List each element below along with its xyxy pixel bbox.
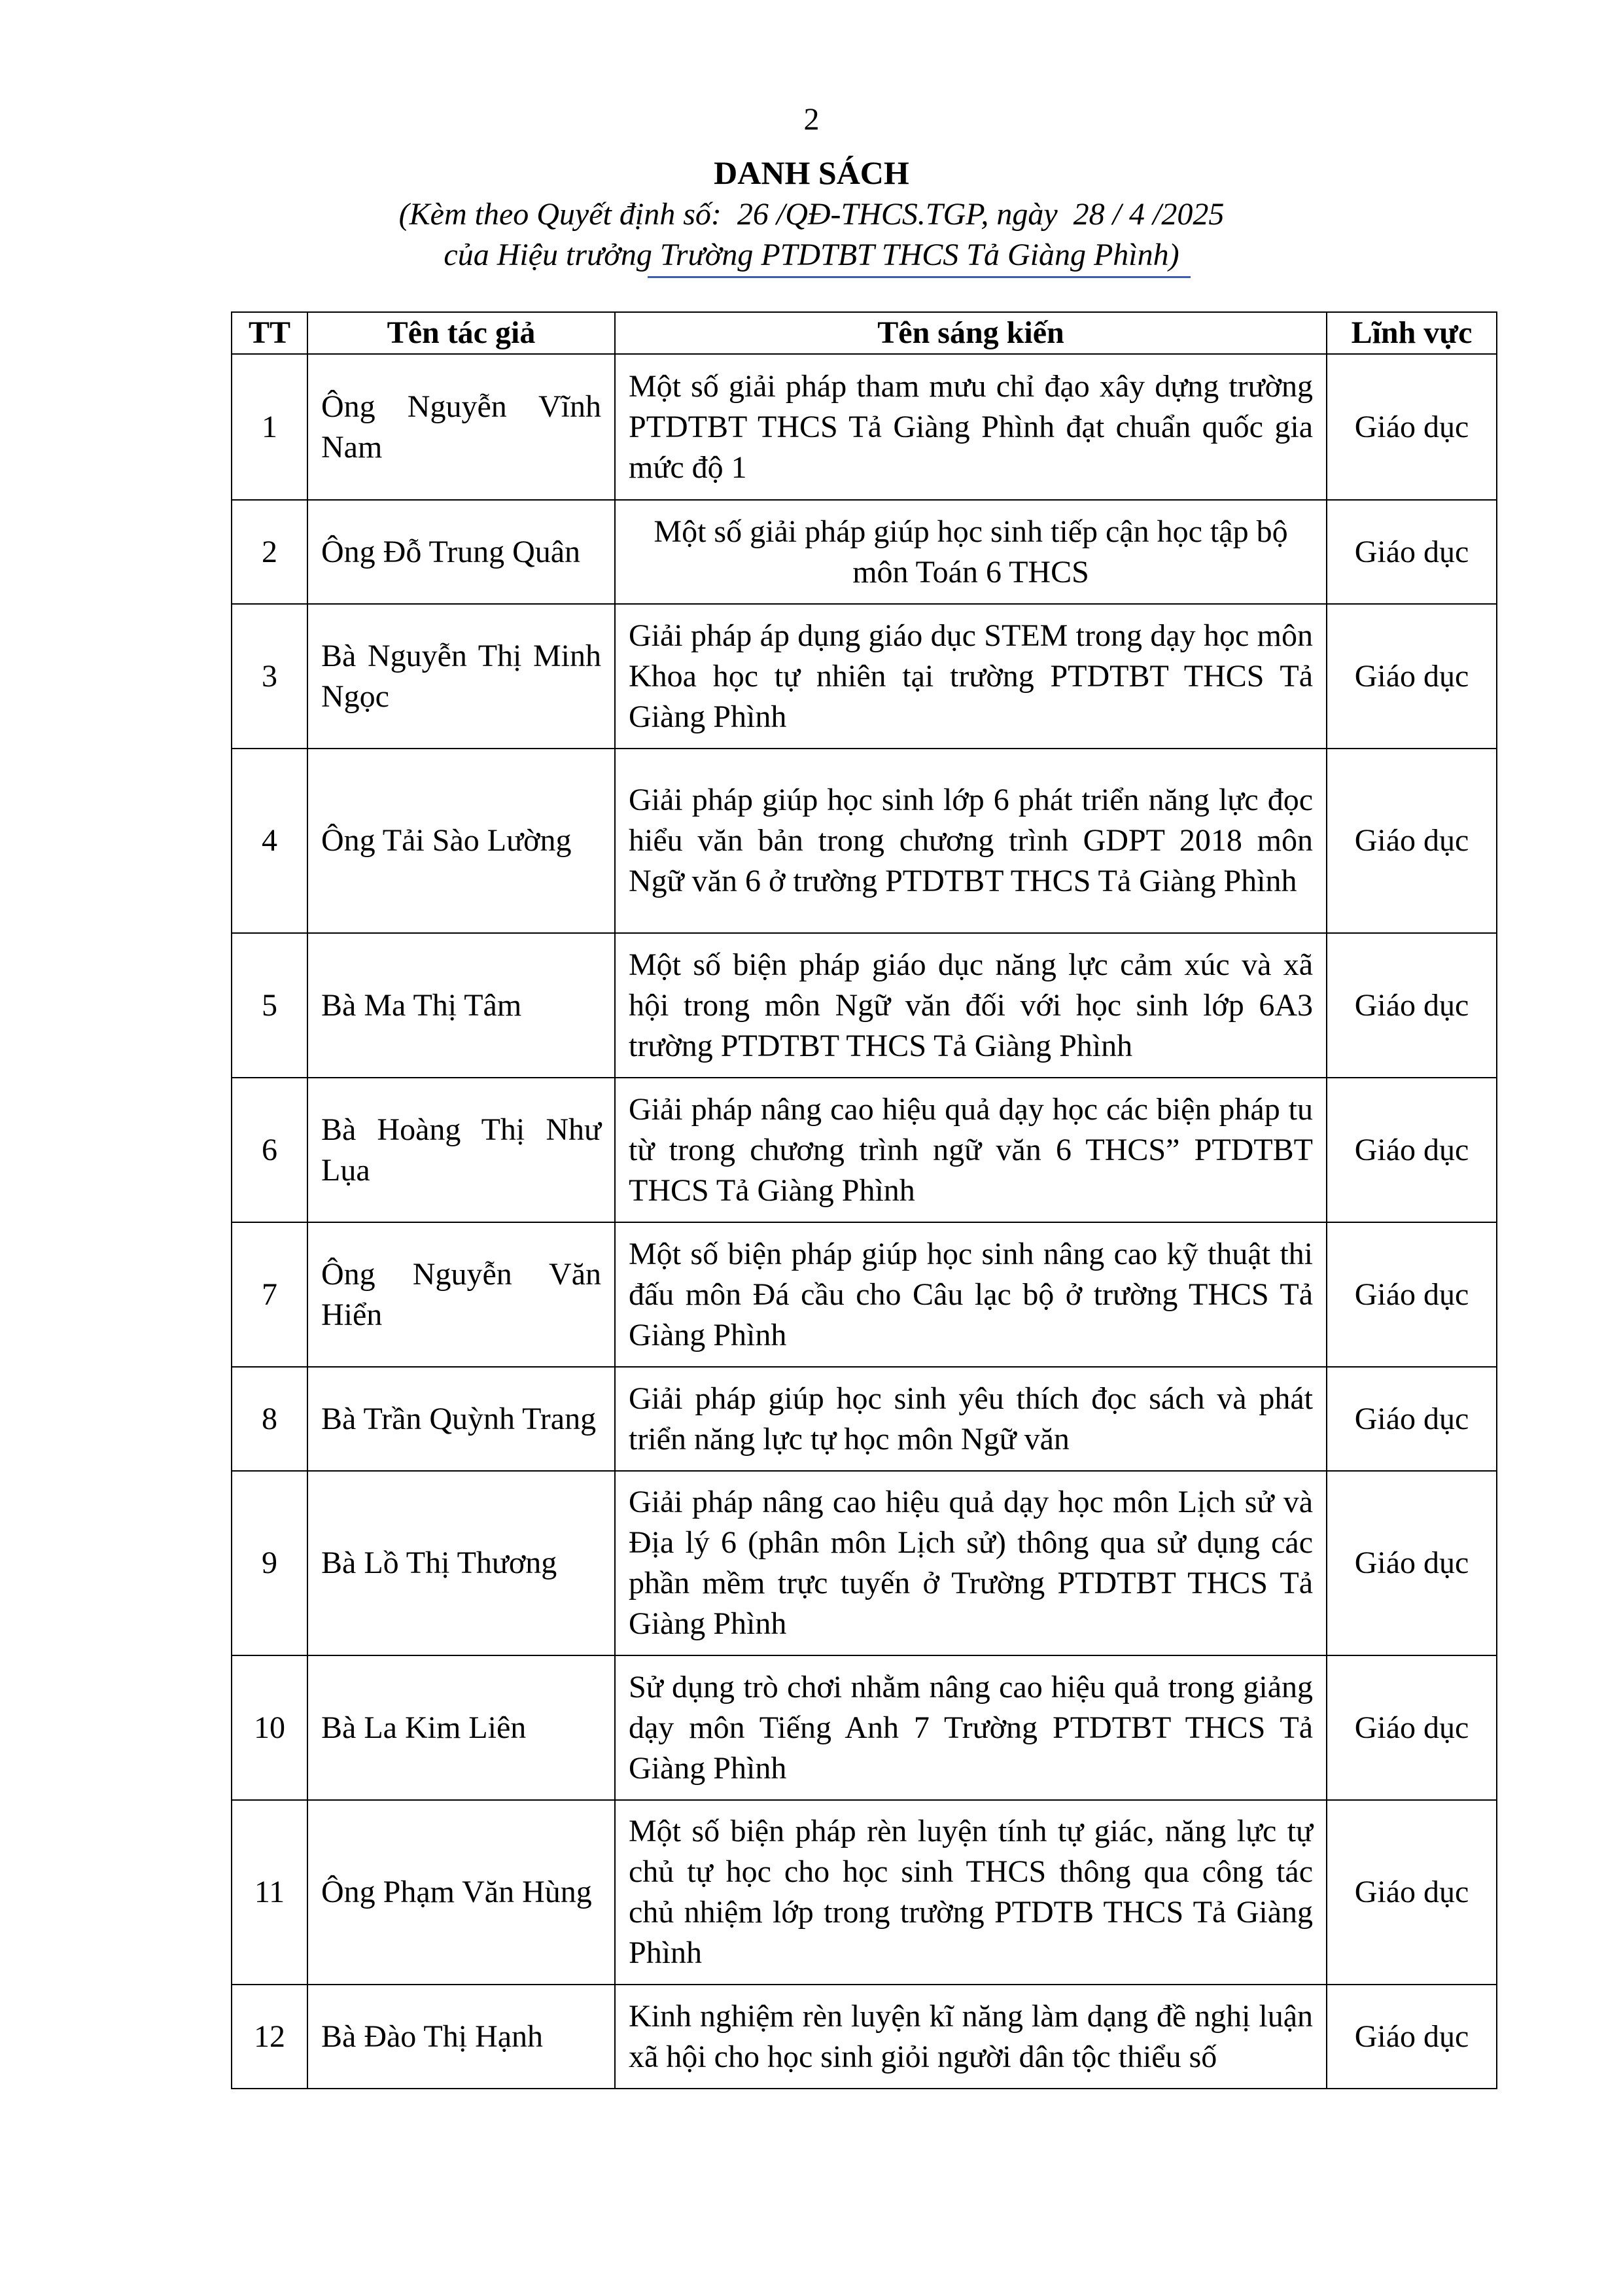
- row-number: 5: [232, 933, 307, 1078]
- document-subtitle-line-2: của Hiệu trưởng Trường PTDTBT THCS Tả Giàng Phình): [444, 238, 1179, 272]
- row-number: 1: [232, 354, 307, 500]
- table-row: [232, 500, 1497, 604]
- author-name: Bà Đào Thị Hạnh: [307, 1985, 615, 2089]
- field-name: Giáo dục: [1327, 1078, 1497, 1222]
- row-number: 12: [232, 1985, 307, 2089]
- initiative-title: Một số biện pháp giáo dục năng lực cảm xúc và xã hội trong môn Ngữ văn đối với học sinh lớp 6A3 trường PTDTBT THCS Tả Giàng Phình: [615, 933, 1327, 1078]
- initiative-title: Giải pháp giúp học sinh yêu thích đọc sách và phát triển năng lực tự học môn Ngữ văn: [615, 1367, 1327, 1471]
- table-row: [232, 1367, 1497, 1471]
- row-number: 10: [232, 1655, 307, 1800]
- table-row: [232, 1800, 1497, 1985]
- initiative-title: Một số biện pháp rèn luyện tính tự giác, năng lực tự chủ tự học cho học sinh THCS thông qua công tác chủ nhiệm lớp trong trường PTDTB THCS Tả Giàng Phình: [615, 1800, 1327, 1985]
- field-name: Giáo dục: [1327, 749, 1497, 933]
- author-name: Ông Nguyễn Văn Hiển: [307, 1222, 615, 1367]
- row-number: 6: [232, 1078, 307, 1222]
- author-name: Bà Trần Quỳnh Trang: [307, 1367, 615, 1471]
- field-name: Giáo dục: [1327, 1800, 1497, 1985]
- author-name: Bà Nguyễn Thị Minh Ngọc: [307, 604, 615, 749]
- author-name: Ông Nguyễn Vĩnh Nam: [307, 354, 615, 500]
- table-row: [232, 354, 1497, 500]
- field-name: Giáo dục: [1327, 1985, 1497, 2089]
- table-row: [232, 1655, 1497, 1800]
- header-author: Tên tác giả: [307, 312, 615, 354]
- document-title: DANH SÁCH: [714, 154, 909, 191]
- table-header-row: [232, 312, 1497, 354]
- header-initiative: Tên sáng kiến: [615, 312, 1327, 354]
- initiative-title: Một số giải pháp tham mưu chỉ đạo xây dựng trường PTDTBT THCS Tả Giàng Phình đạt chuẩn quốc gia mức độ 1: [615, 354, 1327, 500]
- initiatives-table: [231, 311, 1497, 2089]
- table-row: [232, 1471, 1497, 1655]
- table-row: [232, 933, 1497, 1078]
- row-number: 11: [232, 1800, 307, 1985]
- hyperlink-underline: [648, 276, 1191, 278]
- table-row: [232, 749, 1497, 933]
- row-number: 3: [232, 604, 307, 749]
- row-number: 4: [232, 749, 307, 933]
- header-tt: TT: [232, 312, 307, 354]
- document-subtitle-line-1: (Kèm theo Quyết định số: 26 /QĐ-THCS.TGP, ngày 28 / 4 /2025: [398, 197, 1225, 232]
- table-row: [232, 604, 1497, 749]
- author-name: Ông Đỗ Trung Quân: [307, 500, 615, 604]
- initiative-title: Một số biện pháp giúp học sinh nâng cao kỹ thuật thi đấu môn Đá cầu cho Câu lạc bộ ở trường THCS Tả Giàng Phình: [615, 1222, 1327, 1367]
- initiative-title: Giải pháp nâng cao hiệu quả dạy học các biện pháp tu từ trong chương trình ngữ văn 6 THCS” PTDTBT THCS Tả Giàng Phình: [615, 1078, 1327, 1222]
- field-name: Giáo dục: [1327, 1222, 1497, 1367]
- field-name: Giáo dục: [1327, 1367, 1497, 1471]
- initiative-title: Sử dụng trò chơi nhằm nâng cao hiệu quả trong giảng dạy môn Tiếng Anh 7 Trường PTDTBT THCS Tả Giàng Phình: [615, 1655, 1327, 1800]
- header-field: Lĩnh vực: [1327, 312, 1497, 354]
- row-number: 2: [232, 500, 307, 604]
- author-name: Bà Hoàng Thị Như Lụa: [307, 1078, 615, 1222]
- row-number: 8: [232, 1367, 307, 1471]
- field-name: Giáo dục: [1327, 604, 1497, 749]
- field-name: Giáo dục: [1327, 1471, 1497, 1655]
- author-name: Bà La Kim Liên: [307, 1655, 615, 1800]
- author-name: Bà Lồ Thị Thương: [307, 1471, 615, 1655]
- initiative-title: Giải pháp nâng cao hiệu quả dạy học môn Lịch sử và Địa lý 6 (phân môn Lịch sử) thông qua sử dụng các phần mềm trực tuyến ở Trường PTDTBT THCS Tả Giàng Phình: [615, 1471, 1327, 1655]
- field-name: Giáo dục: [1327, 1655, 1497, 1800]
- author-name: Bà Ma Thị Tâm: [307, 933, 615, 1078]
- initiative-title: Một số giải pháp giúp học sinh tiếp cận học tập bộ môn Toán 6 THCS: [615, 500, 1327, 604]
- initiative-title: Giải pháp áp dụng giáo dục STEM trong dạy học môn Khoa học tự nhiên tại trường PTDTBT THCS Tả Giàng Phình: [615, 604, 1327, 749]
- field-name: Giáo dục: [1327, 354, 1497, 500]
- author-name: Ông Phạm Văn Hùng: [307, 1800, 615, 1985]
- author-name: Ông Tải Sào Lường: [307, 749, 615, 933]
- table-row: [232, 1222, 1497, 1367]
- table-row: [232, 1078, 1497, 1222]
- row-number: 9: [232, 1471, 307, 1655]
- field-name: Giáo dục: [1327, 933, 1497, 1078]
- page-number: 2: [803, 102, 820, 137]
- field-name: Giáo dục: [1327, 500, 1497, 604]
- initiative-title: Giải pháp giúp học sinh lớp 6 phát triển năng lực đọc hiểu văn bản trong chương trình GDPT 2018 môn Ngữ văn 6 ở trường PTDTBT THCS Tả Giàng Phình: [615, 749, 1327, 933]
- table-row: [232, 1985, 1497, 2089]
- row-number: 7: [232, 1222, 307, 1367]
- initiative-title: Kinh nghiệm rèn luyện kĩ năng làm dạng đề nghị luận xã hội cho học sinh giỏi người dân tộc thiểu số: [615, 1985, 1327, 2089]
